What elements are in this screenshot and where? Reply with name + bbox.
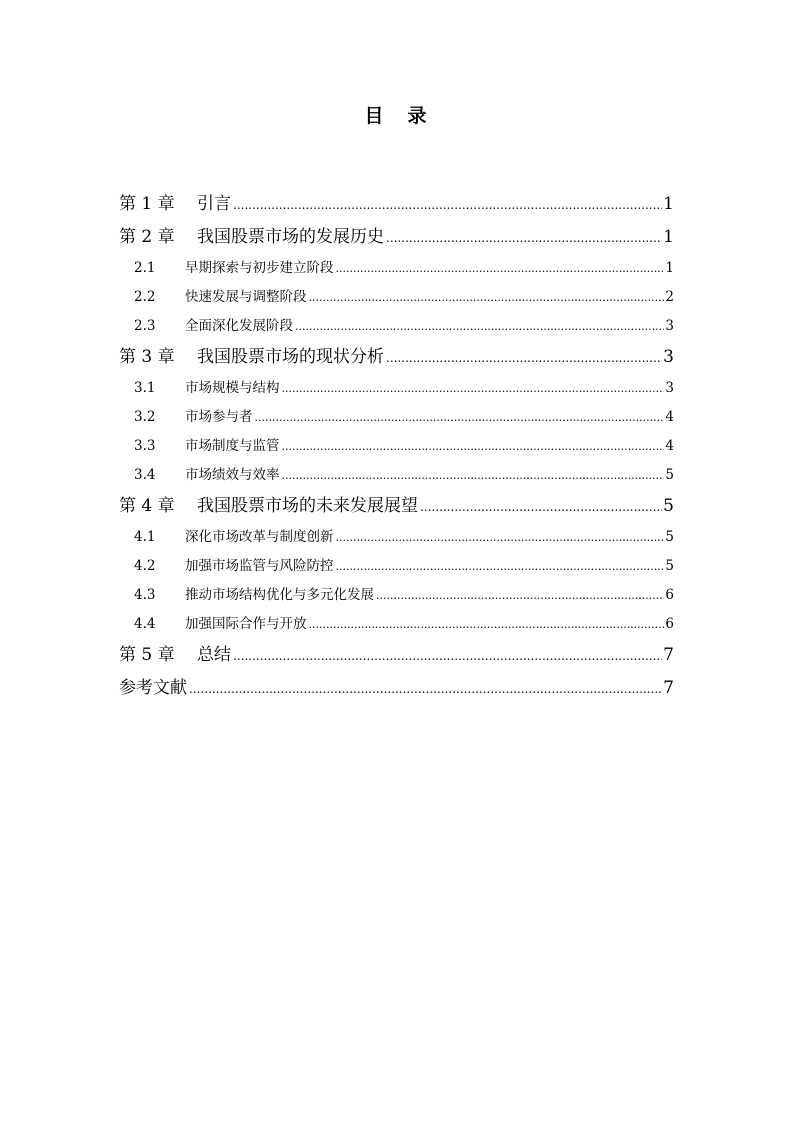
section-title: 市场绩效与效率 <box>185 467 280 483</box>
chapter-title: 总结 <box>197 645 231 665</box>
section-number: 3.1 <box>134 380 156 396</box>
chapter-number: 第 1 章 <box>119 194 175 214</box>
page-number: 5 <box>665 558 674 574</box>
chapter-number: 第 4 章 <box>119 496 175 516</box>
dot-leader <box>336 552 665 581</box>
toc-section-entry[interactable] <box>119 552 674 581</box>
page-number: 7 <box>663 645 674 665</box>
toc-section-entry[interactable] <box>119 403 674 432</box>
toc-section-entry[interactable] <box>119 581 674 610</box>
section-title: 市场规模与结构 <box>185 380 280 396</box>
page-number: 5 <box>665 529 674 545</box>
page-number: 6 <box>665 587 674 603</box>
toc-section-entry[interactable] <box>119 312 674 341</box>
toc-section-entry[interactable] <box>119 283 674 312</box>
section-title: 快速发展与调整阶段 <box>185 289 307 305</box>
chapter-number: 第 5 章 <box>119 645 175 665</box>
section-title: 深化市场改革与制度创新 <box>185 529 334 545</box>
dot-leader <box>295 312 664 341</box>
chapter-title: 引言 <box>197 194 231 214</box>
chapter-title: 我国股票市场的未来发展展望 <box>197 496 418 516</box>
page-number: 3 <box>665 318 674 334</box>
page-number: 6 <box>665 616 674 632</box>
dot-leader <box>336 254 665 283</box>
dot-leader <box>282 432 665 461</box>
page-number: 4 <box>665 438 674 454</box>
page-number: 1 <box>663 227 674 247</box>
section-number: 3.2 <box>134 409 156 425</box>
dot-leader <box>336 523 665 552</box>
page-number: 5 <box>665 467 674 483</box>
dot-leader <box>420 491 662 524</box>
page-number: 3 <box>663 347 674 367</box>
section-title: 加强市场监管与风险防控 <box>185 558 334 574</box>
toc-chapter-entry[interactable] <box>119 639 674 672</box>
toc-section-entry[interactable] <box>119 461 674 490</box>
table-of-contents <box>119 188 674 705</box>
toc-section-entry[interactable] <box>119 610 674 639</box>
dot-leader <box>376 581 664 610</box>
dot-leader <box>309 610 665 639</box>
toc-chapter-entry[interactable] <box>119 188 674 221</box>
dot-leader <box>282 461 665 490</box>
chapter-title: 我国股票市场的发展历史 <box>197 227 384 247</box>
toc-section-entry[interactable] <box>119 432 674 461</box>
page-number: 2 <box>665 289 674 305</box>
section-number: 2.3 <box>134 318 156 334</box>
page-number: 4 <box>665 409 674 425</box>
dot-leader <box>386 342 662 375</box>
toc-section-entry[interactable] <box>119 523 674 552</box>
section-title: 市场参与者 <box>185 409 253 425</box>
toc-chapter-entry[interactable] <box>119 341 674 374</box>
section-title: 加强国际合作与开放 <box>185 616 307 632</box>
chapter-number: 第 3 章 <box>119 347 175 367</box>
page-number: 7 <box>663 678 674 698</box>
page-title <box>0 103 793 129</box>
chapter-title: 我国股票市场的现状分析 <box>197 347 384 367</box>
references-title: 参考文献 <box>119 678 187 698</box>
section-number: 4.4 <box>134 616 156 632</box>
section-title: 早期探索与初步建立阶段 <box>185 260 334 276</box>
section-title: 全面深化发展阶段 <box>185 318 293 334</box>
chapter-number: 第 2 章 <box>119 227 175 247</box>
dot-leader <box>282 374 665 403</box>
section-number: 3.4 <box>134 467 156 483</box>
section-title: 市场制度与监管 <box>185 438 280 454</box>
section-number: 4.3 <box>134 587 156 603</box>
section-number: 3.3 <box>134 438 156 454</box>
page-number: 5 <box>663 496 674 516</box>
section-number: 4.1 <box>134 529 156 545</box>
page-number: 1 <box>665 260 674 276</box>
section-number: 2.1 <box>134 260 156 276</box>
dot-leader <box>233 189 662 222</box>
dot-leader <box>386 222 662 255</box>
dot-leader <box>255 403 665 432</box>
dot-leader <box>309 283 665 312</box>
toc-references-entry[interactable] <box>119 672 674 705</box>
section-title: 推动市场结构优化与多元化发展 <box>185 587 374 603</box>
dot-leader <box>233 640 662 673</box>
toc-section-entry[interactable] <box>119 254 674 283</box>
toc-chapter-entry[interactable] <box>119 490 674 523</box>
toc-chapter-entry[interactable] <box>119 221 674 254</box>
page-title-first-char: 目 <box>364 105 386 127</box>
section-number: 2.2 <box>134 289 156 305</box>
section-number: 4.2 <box>134 558 156 574</box>
toc-section-entry[interactable] <box>119 374 674 403</box>
page-number: 1 <box>663 194 674 214</box>
dot-leader <box>189 673 662 706</box>
page-title-second-char: 录 <box>407 105 429 127</box>
page-number: 3 <box>665 380 674 396</box>
